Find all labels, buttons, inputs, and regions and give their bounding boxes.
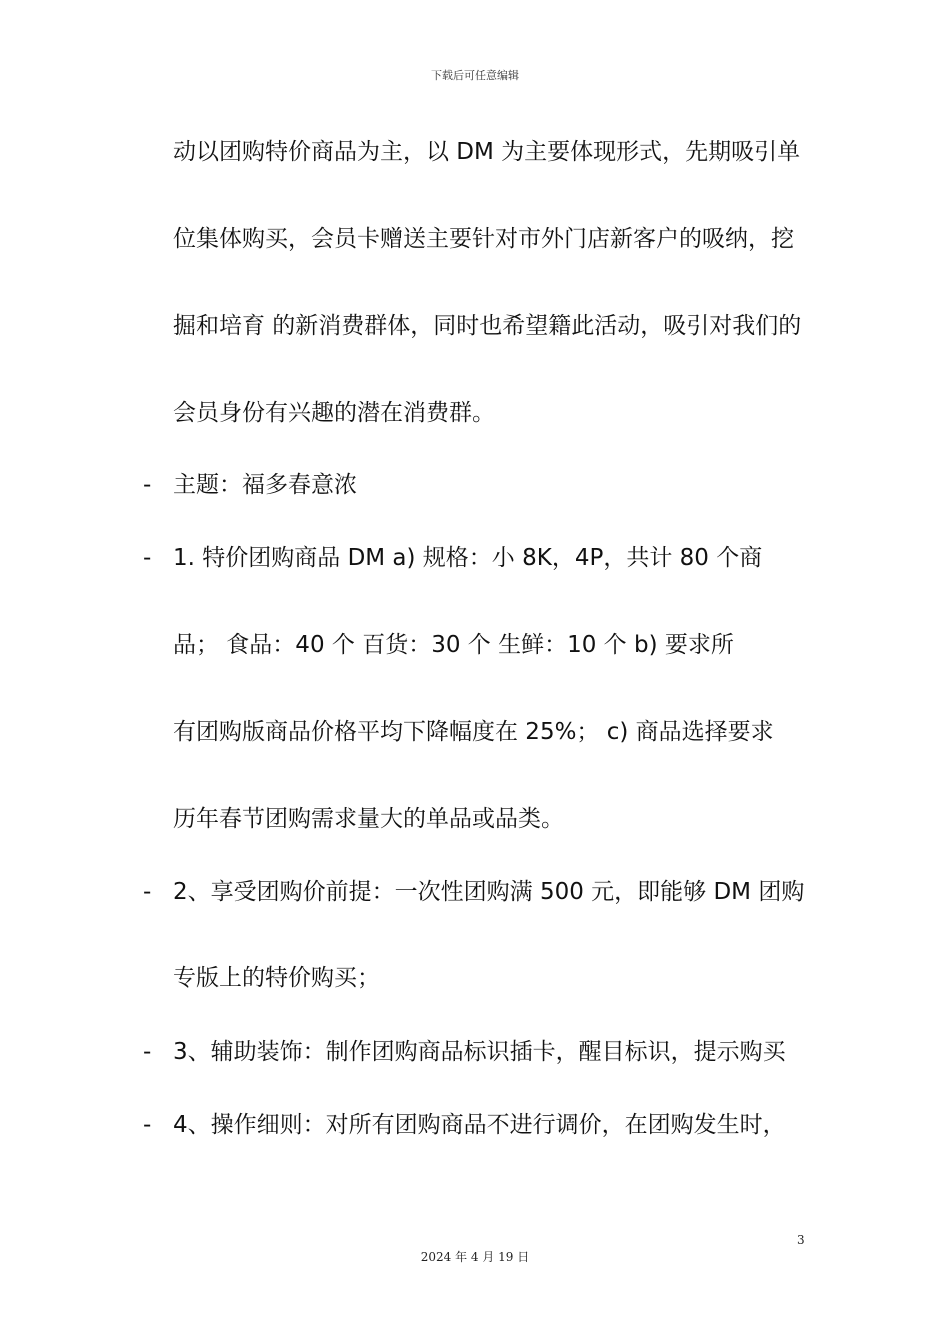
list-bullet: - — [143, 1112, 152, 1138]
list-item-1-cont: 历年春节团购需求量大的单品或品类。 — [173, 806, 564, 832]
paragraph-line: 会员身份有兴趣的潜在消费群。 — [173, 400, 495, 426]
list-bullet: - — [143, 879, 152, 905]
list-item-3: 3、辅助装饰：制作团购商品标识插卡，醒目标识，提示购买 — [173, 1039, 786, 1065]
list-item-1-cont: 品； 食品：40 个 百货：30 个 生鲜：10 个 b) 要求所 — [173, 632, 734, 658]
paragraph-line: 动以团购特价商品为主，以 DM 为主要体现形式，先期吸引单 — [173, 139, 801, 165]
list-item-4: 4、操作细则：对所有团购商品不进行调价，在团购发生时， — [173, 1112, 786, 1138]
page-footer-date: 2024 年 4 月 19 日 — [420, 1250, 530, 1264]
page-number: 3 — [797, 1233, 805, 1247]
list-bullet: - — [143, 1039, 152, 1065]
list-bullet: - — [143, 545, 152, 571]
list-item-2-cont: 专版上的特价购买； — [173, 965, 380, 991]
list-bullet: - — [143, 472, 152, 498]
paragraph-line: 位集体购买，会员卡赠送主要针对市外门店新客户的吸纳，挖 — [173, 226, 794, 252]
list-item-1-cont: 有团购版商品价格平均下降幅度在 25%； c) 商品选择要求 — [173, 719, 774, 745]
list-item-2: 2、享受团购价前提：一次性团购满 500 元，即能够 DM 团购 — [173, 879, 805, 905]
paragraph-line: 掘和培育 的新消费群体，同时也希望籍此活动，吸引对我们的 — [173, 313, 802, 339]
list-item-1: 1. 特价团购商品 DM a) 规格：小 8K，4P，共计 80 个商 — [173, 545, 763, 571]
list-item-theme: 主题：福多春意浓 — [173, 472, 357, 498]
page-header: 下载后可任意编辑 — [431, 69, 519, 82]
